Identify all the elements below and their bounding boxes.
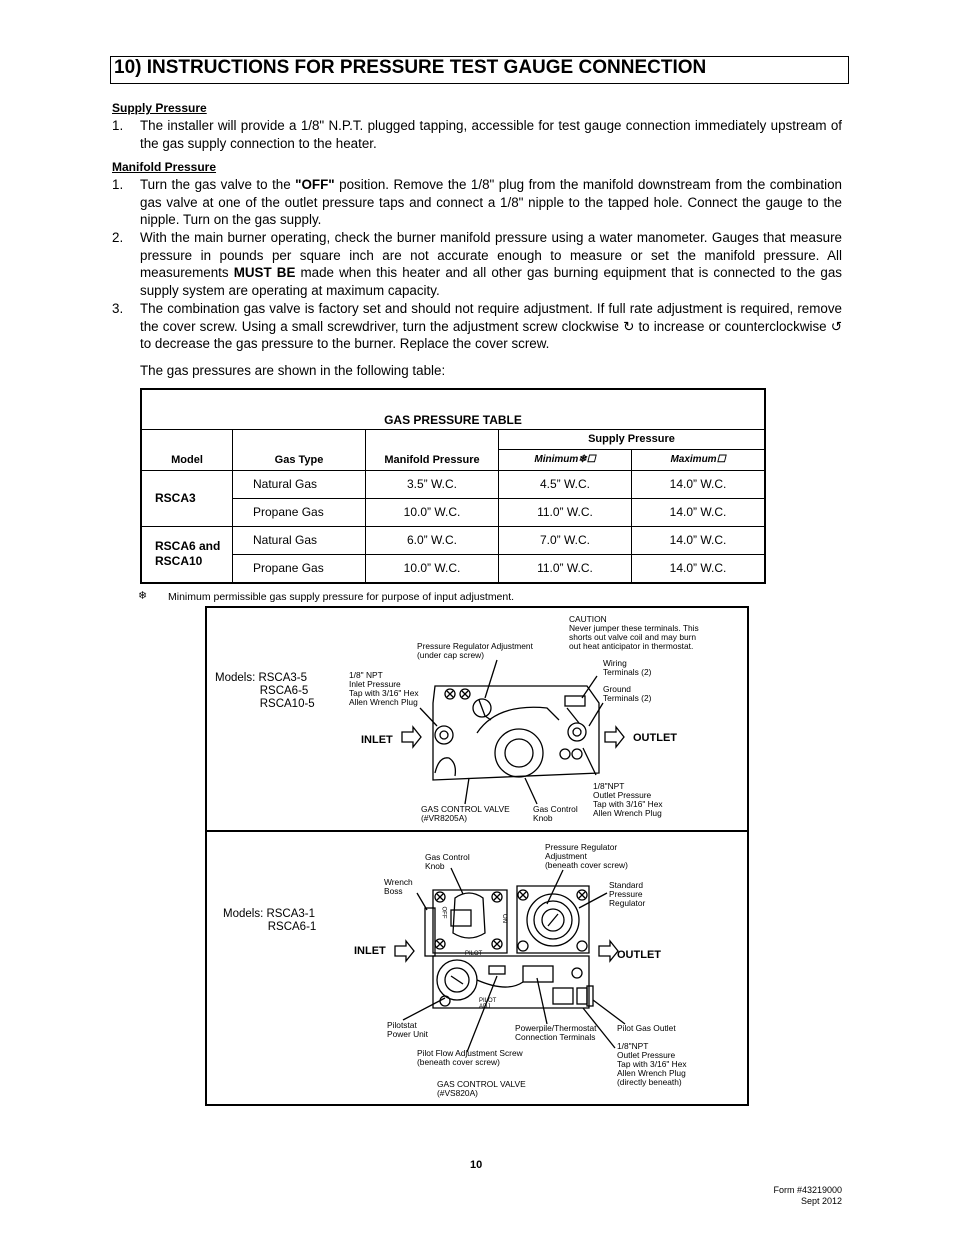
cell-manifold: 3.5” W.C. (366, 470, 499, 498)
manifold-item3-number: 3. (112, 301, 124, 316)
bottom-valve-label: GAS CONTROL VALVE (#VS820A) (437, 1079, 526, 1098)
col-model: Model (141, 429, 233, 470)
pilot-outlet-label: Pilot Gas Outlet (617, 1023, 676, 1033)
cell-max: 14.0” W.C. (632, 470, 766, 498)
form-number: Form #43219000 (773, 1185, 842, 1195)
table-intro: The gas pressures are shown in the following table: (140, 363, 446, 378)
col-gas-type: Gas Type (233, 429, 366, 470)
col-minimum: Minimum❄☐ (499, 449, 632, 470)
cell-min: 11.0” W.C. (499, 498, 632, 526)
model-rsca6-rsca10: RSCA6 and RSCA10 (141, 526, 233, 583)
cell-manifold: 10.0” W.C. (366, 554, 499, 583)
table-row (141, 554, 765, 583)
vr8205-body (433, 686, 599, 780)
on-label: ON (501, 914, 507, 923)
bottom-models: Models: RSCA3-1 RSCA6-1 (223, 908, 317, 933)
supply-heading: Supply Pressure (112, 101, 207, 115)
bottom-knob-label: Gas Control Knob (425, 852, 470, 871)
pilot-label: PILOT (465, 951, 483, 957)
top-valve-label: GAS CONTROL VALVE (#VR8205A) (421, 804, 510, 823)
manifold-item2-number: 2. (112, 230, 124, 245)
bottom-outlet-label: OUTLET (617, 949, 661, 961)
cell-min: 4.5” W.C. (499, 470, 632, 498)
cell-manifold: 6.0” W.C. (366, 526, 499, 554)
top-models: Models: RSCA3-5 RSCA6-5 RSCA10-5 (215, 672, 315, 710)
valve-diagrams (205, 606, 749, 1106)
gas-control-knob-icon (453, 893, 485, 938)
table-row (141, 470, 765, 498)
item2-strong: MUST BE (233, 265, 296, 281)
cell-gas: Propane Gas (233, 498, 366, 526)
pilot-adj-icon (489, 966, 505, 974)
off-label: OFF (440, 906, 447, 919)
outlet-tap-icon (568, 723, 586, 741)
inlet-tap-icon (435, 726, 453, 744)
model-rsca3: RSCA3 (141, 470, 233, 526)
caution-label: CAUTION Never jumper these terminals. This shorts out valve coil and may burn out heat anticipator in thermostat. (569, 614, 699, 651)
col-manifold: Manifold Pressure (366, 429, 499, 470)
table-row (141, 498, 765, 526)
supply-item-number: 1. (112, 118, 124, 133)
top-knob-label: Gas Control Knob (533, 804, 578, 823)
page-number: 10 (470, 1159, 483, 1171)
manifold-item3-text: The combination gas valve is factory set and should not require adjustment. If full rate adjustment is required, remove the cover screw. Using a small screwdriver, turn the adjustment screw clockwise ↻ to increase or counterclockwise ↺ to decrease the gas pressure to the burner. Replace the cover screw. (140, 301, 842, 352)
manifold-item2-text (140, 229, 842, 300)
top-outlet-label: OUTLET (633, 732, 677, 744)
ground-label: Ground Terminals (2) (603, 684, 652, 703)
powerpile-label: Powerpile/Thermostat Connection Terminals (515, 1023, 597, 1042)
inlet-arrow-icon (395, 941, 414, 961)
pilot-adj-label: PILOT ADJ (479, 998, 497, 1010)
cell-gas: Natural Gas (233, 470, 366, 498)
cell-gas: Natural Gas (233, 526, 366, 554)
col-maximum: Maximum☐ (632, 449, 766, 470)
cell-max: 14.0” W.C. (632, 498, 766, 526)
wiring-label: Wiring Terminals (2) (603, 658, 652, 677)
col-supply: Supply Pressure (499, 429, 766, 449)
pilot-flow-label: Pilot Flow Adjustment Screw (beneath cover screw) (417, 1048, 523, 1067)
manifold-item1-number: 1. (112, 177, 124, 192)
bottom-inlet-label: INLET (354, 945, 386, 957)
outlet-arrow-icon (605, 727, 624, 747)
item1-post: position. Remove the 1/8" plug from the manifold downstream from the combination gas valve at one of the outlet pressure taps and connect a 1/8" nipple to the tapped hole. Connect the gauge to the nipple. Turn on the gas supply. (140, 177, 842, 228)
cell-min: 7.0” W.C. (499, 526, 632, 554)
cell-min: 11.0” W.C. (499, 554, 632, 583)
numeral-8-icon (435, 758, 455, 776)
standard-regulator-label: Standard Pressure Regulator (609, 880, 646, 908)
bottom-regulator-label: Pressure Regulator Adjustment (beneath cover screw) (545, 842, 628, 870)
gas-control-knob-icon (495, 729, 543, 777)
cell-manifold: 10.0” W.C. (366, 498, 499, 526)
inlet-tap-label: 1/8" NPT Inlet Pressure Tap with 3/16" Hex Allen Wrench Plug (349, 670, 419, 707)
manifold-heading: Manifold Pressure (112, 160, 217, 174)
top-inlet-label: INLET (361, 734, 393, 746)
footnote-symbol: ❄ (138, 590, 148, 602)
item1-pre: Turn the gas valve to the (140, 177, 296, 192)
wrench-boss-label: Wrench Boss (384, 877, 413, 896)
cell-max: 14.0” W.C. (632, 526, 766, 554)
footnote-text: Minimum permissible gas supply pressure for purpose of input adjustment. (168, 591, 515, 603)
regulator-label: Pressure Regulator Adjustment (under cap screw) (417, 641, 533, 660)
cell-gas: Propane Gas (233, 554, 366, 583)
item2-pre: With the main burner operating, check the burner manifold pressure using a water manometer. Gauges that measure pressure in pounds per square inch are not accurate enough to measure or set the manifold pressure. All measurements (140, 230, 842, 281)
table-row (141, 526, 765, 554)
bottom-outlet-tap-label: 1/8"NPT Outlet Pressure Tap with 3/16" Hex Allen Wrench Plug (directly beneath) (617, 1041, 687, 1087)
table-title: GAS PRESSURE TABLE (141, 389, 765, 429)
gas-pressure-table (140, 388, 766, 584)
page-title: 10) INSTRUCTIONS FOR PRESSURE TEST GAUGE CONNECTION (114, 57, 707, 78)
inlet-arrow-icon (402, 727, 421, 747)
pilot-gas-outlet-icon (587, 986, 593, 1006)
manifold-item1-text (140, 176, 842, 229)
form-date: Sept 2012 (800, 1196, 842, 1206)
item1-strong: "OFF" (295, 177, 335, 192)
outlet-arrow-icon (599, 941, 618, 961)
item2-post: made when this heater and all other gas burning equipment that is connected to the gas supply system are operating at maximum capacity. (140, 265, 842, 299)
pilotstat-label: Pilotstat Power Unit (387, 1020, 428, 1039)
cell-max: 14.0” W.C. (632, 554, 766, 583)
supply-item-text: The installer will provide a 1/8" N.P.T. plugged tapping, accessible for test gauge connection immediately upstream of the gas supply connection to the heater. (140, 118, 842, 151)
outlet-tap-label: 1/8"NPT Outlet Pressure Tap with 3/16" Hex Allen Wrench Plug (593, 781, 663, 818)
